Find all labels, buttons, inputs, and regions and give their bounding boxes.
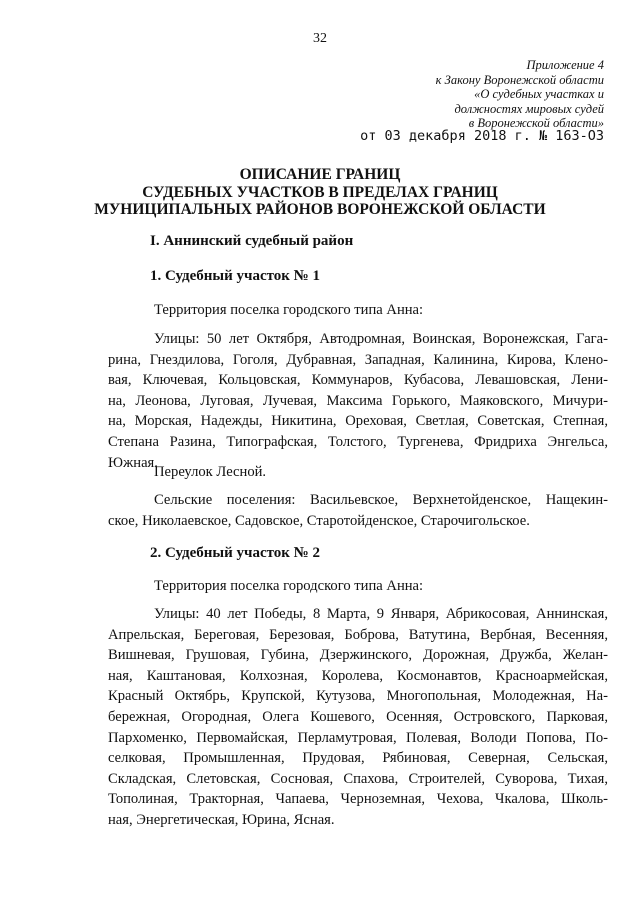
plot1-lane: Переулок Лесной. xyxy=(154,464,267,480)
plot1-streets xyxy=(108,329,608,473)
text-line: ское, Николаевское, Садовское, Старотойденское, Старочигольское. xyxy=(108,512,530,529)
text-line: ная, Каштановая, Колхозная, Королева, Космонавтов, Красноармейская, xyxy=(108,667,608,684)
plot1-rural-settlements xyxy=(108,490,608,531)
text-line: бережная, Огородная, Олега Кошевого, Осенняя, Островского, Парковая, xyxy=(108,708,608,725)
appendix-date-stamp: от 03 декабря 2018 г. № 163-ОЗ xyxy=(360,128,604,144)
appendix-line: в Воронежской области» xyxy=(468,116,604,131)
text-line: Сельские поселения: Васильевское, Верхнетойденское, Нащекин- xyxy=(154,492,608,508)
title-line: ОПИСАНИЕ ГРАНИЦ xyxy=(239,166,401,183)
plot1-heading: 1. Судебный участок № 1 xyxy=(150,268,321,284)
appendix-line: должностях мировых судей xyxy=(454,101,604,116)
appendix-reference xyxy=(436,58,604,131)
title-line: МУНИЦИПАЛЬНЫХ РАЙОНОВ ВОРОНЕЖСКОЙ ОБЛАСТИ xyxy=(94,201,546,219)
plot2-streets xyxy=(108,604,608,831)
text-line: на, Леонова, Луговая, Лучевая, Максима Горького, Маяковского, Мичури- xyxy=(108,392,608,409)
text-line: на, Морская, Надежды, Никитина, Ореховая, Светлая, Советская, Степная, xyxy=(108,413,608,430)
text-line: ная, Энергетическая, Юрина, Ясная. xyxy=(108,811,335,828)
text-line: Складская, Слетовская, Сосновая, Спахова, Строителей, Суворова, Тихая, xyxy=(108,770,608,787)
text-line: Степана Разина, Типографская, Толстого, Тургенева, Фридриха Энгельса, xyxy=(108,433,608,450)
plot1-territory: Территория поселка городского типа Анна: xyxy=(154,302,424,318)
page-number: 32 xyxy=(313,31,327,46)
text-line: вая, Ключевая, Кольцовская, Коммунаров, Кубасова, Левашовская, Лени- xyxy=(108,372,608,389)
text-line: рина, Гнездилова, Гоголя, Дубравная, Западная, Калинина, Кирова, Клено- xyxy=(108,351,608,368)
text-line: Пархоменко, Первомайская, Перламутровая, Полевая, Володи Попова, По- xyxy=(108,729,608,746)
text-line: Красный Октябрь, Крупской, Кутузова, Многопольная, Молодежная, На- xyxy=(108,688,608,705)
text-line: Тополиная, Тракторная, Чапаева, Черноземная, Чехова, Чкалова, Школь- xyxy=(108,791,608,808)
document-title xyxy=(0,166,640,219)
text-line: Вишневая, Грушовая, Губина, Дзержинского, Дорожная, Дружба, Желан- xyxy=(108,647,608,664)
title-line: СУДЕБНЫХ УЧАСТКОВ В ПРЕДЕЛАХ ГРАНИЦ xyxy=(142,183,498,201)
appendix-line: Приложение 4 xyxy=(526,58,604,72)
district-heading: I. Аннинский судебный район xyxy=(150,233,354,249)
text-line: Южная. xyxy=(108,454,158,471)
text-line: Улицы: 50 лет Октября, Автодромная, Воинская, Воронежская, Гага- xyxy=(154,331,608,347)
appendix-line: «О судебных участках и xyxy=(474,87,604,102)
text-line: Улицы: 40 лет Победы, 8 Марта, 9 Января, Абрикосовая, Аннинская, xyxy=(154,606,608,622)
text-line: селковая, Промышленная, Прудовая, Рябиновая, Северная, Сельская, xyxy=(108,750,608,767)
appendix-line: к Закону Воронежской области xyxy=(435,72,604,87)
plot2-heading: 2. Судебный участок № 2 xyxy=(150,545,321,561)
plot2-territory: Территория поселка городского типа Анна: xyxy=(154,578,424,594)
text-line: Апрельская, Береговая, Березовая, Боброва, Ватутина, Вербная, Весенняя, xyxy=(108,626,608,643)
